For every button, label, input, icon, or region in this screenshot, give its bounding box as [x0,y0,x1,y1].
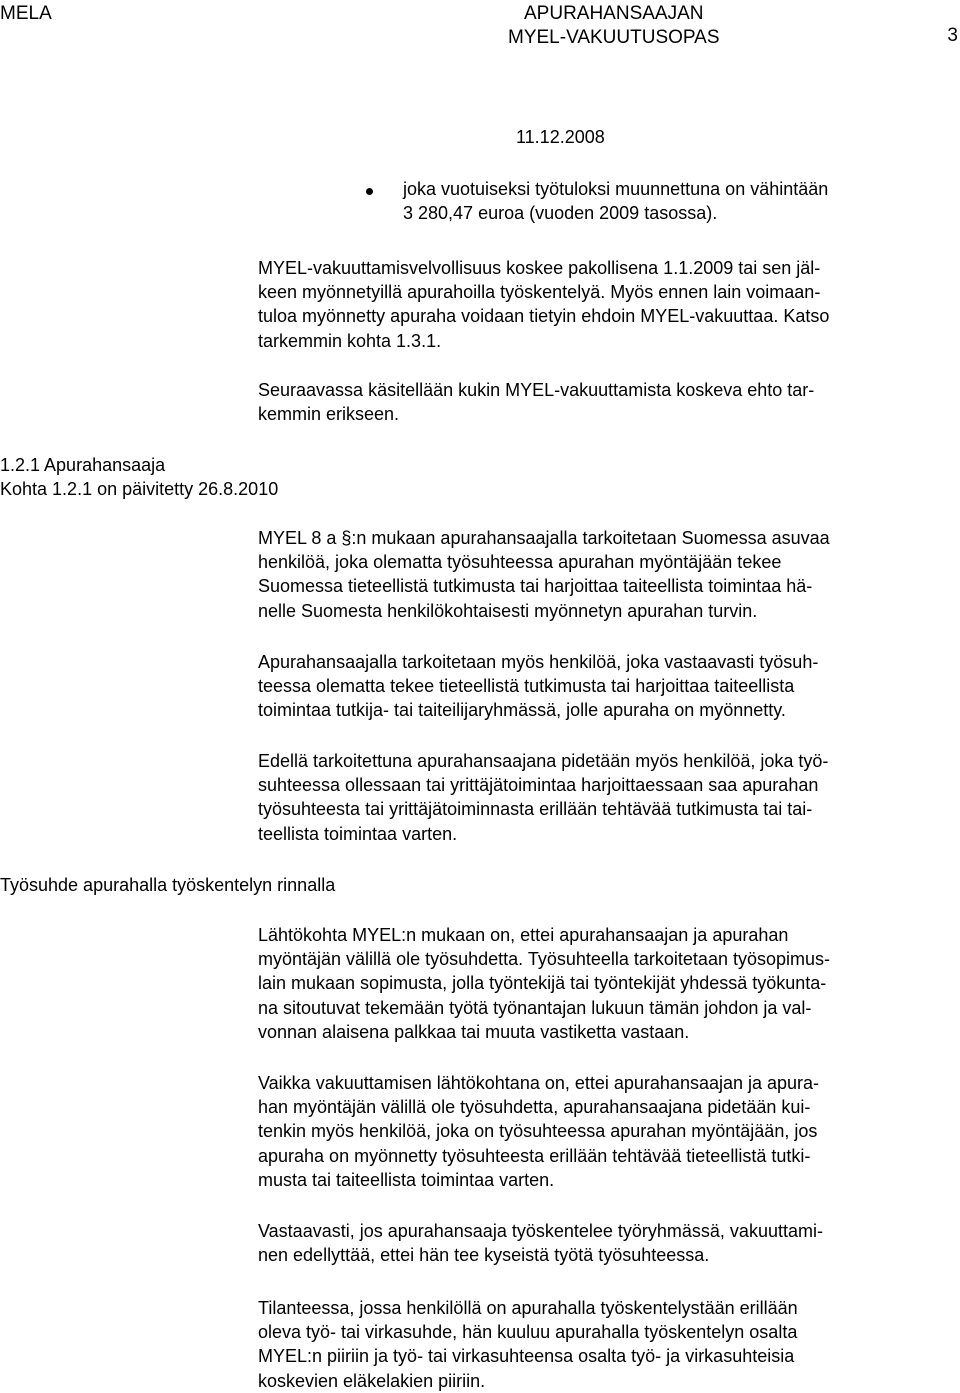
organization-name: MELA [0,3,52,24]
paragraph-line: oleva työ- tai virkasuhde, hän kuuluu apurahalla työskentelyn osalta [258,1322,798,1343]
paragraph-line: MYEL-vakuuttamisvelvollisuus koskee pakollisena 1.1.2009 tai sen jäl- [258,258,821,278]
paragraph-starting-point [258,923,830,1044]
paragraph-definition [258,526,830,623]
paragraph-line: toimintaa tutkija- tai taiteilijaryhmässä, jolle apuraha on myönnetty. [258,700,786,721]
paragraph-line: musta tai taiteellista toimintaa varten. [258,1169,555,1190]
paragraph-line: teellista toimintaa varten. [258,823,458,844]
paragraph-line: myöntäjän välillä ole työsuhdetta. Työsuhteella tarkoitetaan työsopimus- [258,949,830,970]
paragraph-line: suhteessa ollessaan tai yrittäjätoimintaa harjoittaessaan saa apurahan [258,775,819,796]
paragraph-line: Edellä tarkoitettuna apurahansaajana pidetään myös henkilöä, joka työ- [258,751,829,771]
paragraph-line: MYEL:n piiriin ja työ- tai virkasuhteensa osalta työ- ja virkasuhteisia [258,1346,795,1367]
document-title [508,2,720,50]
document-date: 11.12.2008 [516,127,605,147]
paragraph-line: Lähtökohta MYEL:n mukaan on, ettei apurahansaajan ja apurahan [258,925,789,945]
paragraph-line: vonnan alaisena palkkaa tai muuta vastiketta vastaan. [258,1021,690,1042]
section-update-note: Kohta 1.2.1 on päivitetty 26.8.2010 [0,479,279,500]
paragraph-line: Vaikka vakuuttamisen lähtökohtana on, ettei apurahansaajan ja apura- [258,1073,820,1093]
paragraph-obligation [258,256,829,353]
paragraph-line: henkilöä, joka olematta työsuhteessa apurahan myöntäjään tekee [258,552,782,573]
paragraph-although [258,1071,819,1192]
document-title-line-2: MYEL-VAKUUTUSOPAS [508,27,720,48]
bullet-line: 3 280,47 euroa (vuoden 2009 tasossa). [403,203,718,224]
paragraph-line: na sitoutuvat tekemään työtä työnantajan lukuun tämän johdon ja val- [258,997,812,1018]
paragraph-line: tarkemmin kohta 1.3.1. [258,330,442,351]
paragraph-line: apuraha on myönnetty työsuhteesta erillään tehtävää tieteellistä tutki- [258,1145,811,1166]
section-heading-title: 1.2.1 Apurahansaaja [0,455,166,475]
paragraph-line: Tilanteessa, jossa henkilöllä on apurahalla työskentelystään erillään [258,1298,798,1318]
paragraph-line: tenkin myös henkilöä, joka on työsuhteessa apurahan myöntäjään, jos [258,1121,818,1142]
document-title-line-1: APURAHANSAAJAN [524,3,704,24]
paragraph-line: koskevien eläkelakien piiriin. [258,1370,486,1391]
page-number: 3 [947,25,958,46]
paragraph-line: teessa olematta tekee tieteellistä tutkimusta tai harjoittaa taiteellista [258,676,795,697]
bullet-item [403,177,828,225]
paragraph-line: MYEL 8 a §:n mukaan apurahansaajalla tarkoitetaan Suomessa asuvaa [258,528,830,548]
paragraph-line: nen edellyttää, ettei hän tee kyseistä työtä työsuhteessa. [258,1245,710,1266]
paragraph-line: han myöntäjän välillä ole työsuhdetta, apurahansaajana pidetään kui- [258,1097,811,1118]
bullet-icon [366,188,373,195]
paragraph-line: Suomessa tieteellistä tutkimusta tai harjoittaa taiteellista toimintaa hä- [258,576,813,597]
paragraph-line: Vastaavasti, jos apurahansaaja työskentelee työryhmässä, vakuuttami- [258,1221,823,1241]
paragraph-line: työsuhteesta tai yrittäjätoiminnasta erillään tehtävää tutkimusta tai tai- [258,799,813,820]
paragraph-line: Apurahansaajalla tarkoitetaan myös henkilöä, joka vastaavasti työsuh- [258,652,819,672]
paragraph-line: tuloa myönnetty apuraha voidaan tietyin ehdoin MYEL-vakuuttaa. Katso [258,306,830,327]
subsection-heading: Työsuhde apurahalla työskentelyn rinnalla [0,875,336,895]
paragraph-conversely [258,1219,823,1267]
paragraph-following [258,378,814,426]
paragraph-line: lain mukaan sopimusta, jolla työntekijä tai työntekijät yhdessä työkunta- [258,973,827,994]
bullet-line: joka vuotuiseksi työtuloksi muunnettuna on vähintään [403,179,829,199]
paragraph-situation [258,1296,798,1393]
paragraph-line: keen myönnetyillä apurahoilla työskentelyä. Myös ennen lain voimaan- [258,282,821,303]
section-heading [0,453,278,501]
paragraph-also [258,650,818,723]
paragraph-line: kemmin erikseen. [258,404,400,425]
paragraph-line: nelle Suomesta henkilökohtaisesti myönnetyn apurahan turvin. [258,600,758,621]
paragraph-line: Seuraavassa käsitellään kukin MYEL-vakuuttamista koskeva ehto tar- [258,380,815,400]
paragraph-above [258,749,828,846]
